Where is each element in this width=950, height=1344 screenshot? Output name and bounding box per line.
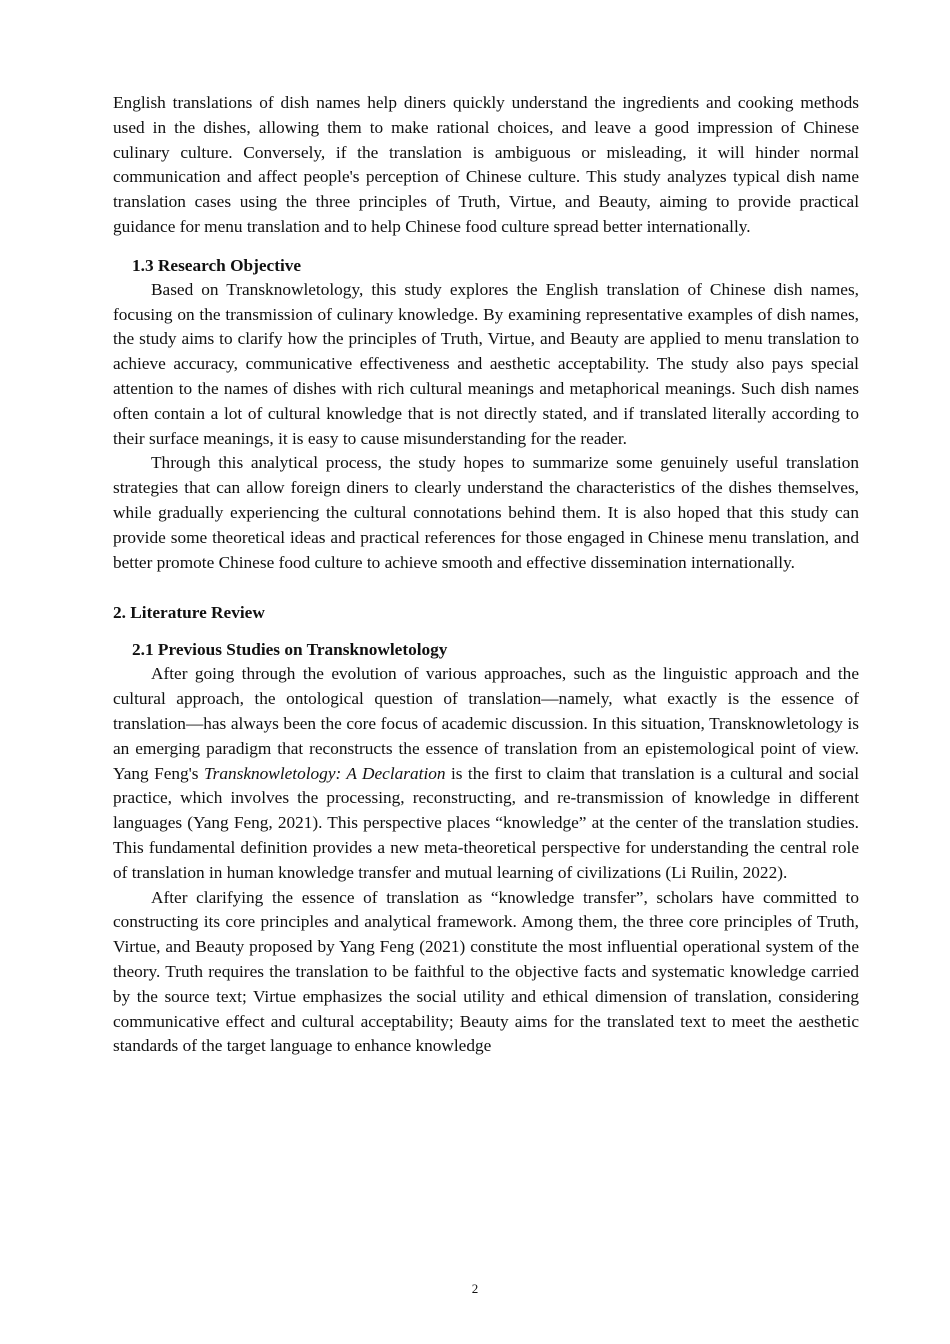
book-title: Transknowletology: A Declaration <box>203 763 446 783</box>
section-heading-1-3: 1.3 Research Objective <box>132 255 302 275</box>
paragraph-text-part: After going through the evolution of various approaches, such as the linguistic approach and the cultural approach, the ontological question of translation—namely, what exactly is the essence of translation—has always been the core focus of academic discussion. In this situation, Transknowletology is an emerging paradigm that reconstructs the essence of translation from an epistemological point of view. Yang Feng's <box>113 664 859 783</box>
section-heading-2: 2. Literature Review <box>113 603 265 623</box>
research-objective-paragraph-1: Based on Transknowletology, this study explores the English translation of Chinese dish names, focusing on the transmission of culinary knowledge. By examining representative examples of dish names, the study aims to clarify how the principles of Truth, Virtue, and Beauty are applied to menu translation to achieve accuracy, communicative effectiveness and aesthetic acceptability. The study also pays special attention to the names of dishes with rich cultural meanings and metaphorical meanings. Such dish names often contain a lot of cultural knowledge that is not directly stated, and if translated literally according to their surface meanings, it is easy to cause misunderstanding for the reader. <box>113 279 859 448</box>
paragraph-text-part: is the first to claim that translation is a cultural and social practice, which involves the processing, reconstructing, and re-transmission of knowledge in different languages (Yang Feng, 2021). This perspective places “knowledge” at the center of the translation studies. This fundamental definition provides a new meta-theoretical perspective for understanding the central role of translation in human knowledge transfer and mutual learning of civilizations (Li Ruilin, 2022). <box>113 763 859 882</box>
document-body <box>113 91 859 1059</box>
previous-studies-paragraph-2: After clarifying the essence of translation as “knowledge transfer”, scholars have committed to constructing its core principles and analytical framework. Among them, the three core principles of Truth, Virtue, and Beauty proposed by Yang Feng (2021) constitute the most influential operational system of the theory. Truth requires the translation to be faithful to the objective facts and systematic knowledge carried by the source text; Virtue emphasizes the social utility and ethical dimension of translation, considering communicative effect and cultural acceptability; Beauty aims for the translated text to meet the aesthetic standards of the target language to enhance knowledge <box>113 887 859 1056</box>
page-number: 2 <box>471 1281 479 1296</box>
research-objective-paragraph-2: Through this analytical process, the study hopes to summarize some genuinely useful translation strategies that can allow foreign diners to clearly understand the characteristics of the dishes themselves, while gradually experiencing the cultural connotations behind them. It is also hoped that this study can provide some theoretical ideas and practical references for those engaged in Chinese menu translation, and better promote Chinese food culture to achieve smooth and effective dissemination internationally. <box>113 453 859 572</box>
previous-studies-paragraph-1 <box>113 662 859 885</box>
intro-paragraph: English translations of dish names help diners quickly understand the ingredients and cooking methods used in the dishes, allowing them to make rational choices, and leave a good impression of Chinese culinary culture. Conversely, if the translation is ambiguous or misleading, it will hinder normal communication and affect people's perception of Chinese culture. This study analyzes typical dish name translation cases using the three principles of Truth, Virtue, and Beauty, aiming to provide practical guidance for menu translation and to help Chinese food culture spread better internationally. <box>113 93 859 236</box>
section-heading-2-1: 2.1 Previous Studies on Transknowletology <box>132 640 448 660</box>
